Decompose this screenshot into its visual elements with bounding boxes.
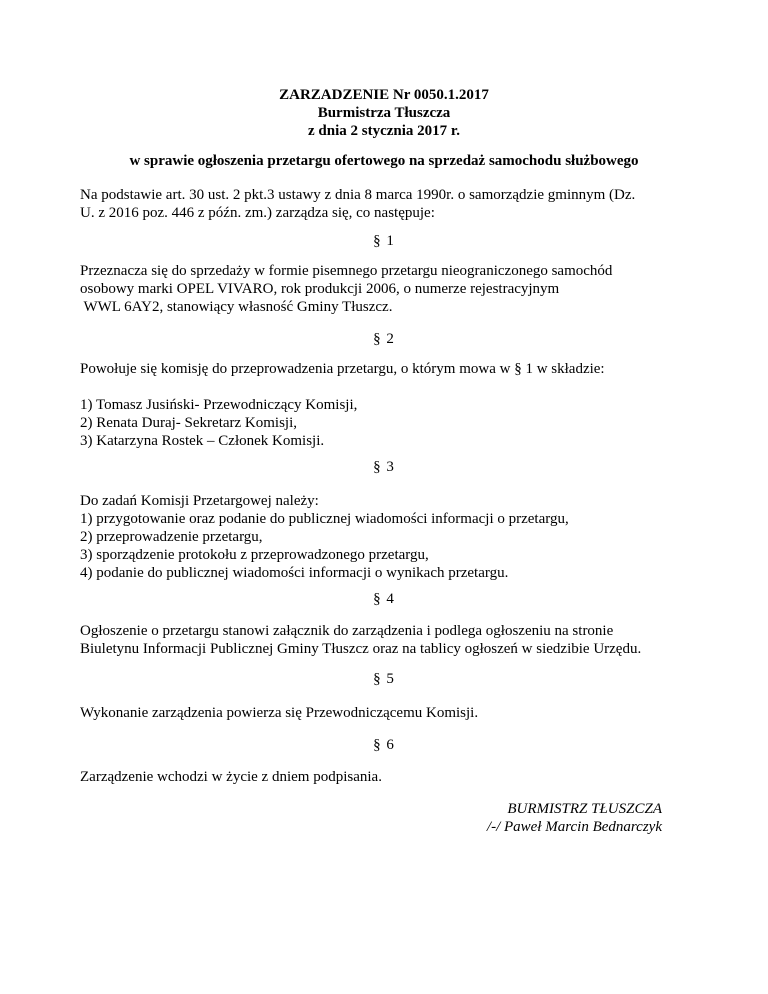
section-5-heading: § 5 (373, 671, 395, 687)
section-line: Powołuje się komisję do przeprowadzenia przetargu, o którym mowa w § 1 w składzie: (80, 361, 605, 377)
section-line: osobowy marki OPEL VIVARO, rok produkcji 2006, o numerze rejestracyjnym (80, 281, 560, 297)
committee-member: 1) Tomasz Jusiński- Przewodniczący Komisji, (80, 397, 358, 413)
section-6-body (80, 768, 700, 786)
ordinance-date: z dnia 2 stycznia 2017 r. (308, 123, 460, 139)
preamble (80, 186, 700, 222)
section-2-body (80, 360, 700, 378)
ordinance-number: ZARZADZENIE Nr 0050.1.2017 (279, 87, 489, 103)
section-line: Przeznacza się do sprzedaży w formie pisemnego przetargu nieograniczonego samochód (80, 263, 613, 279)
section-4-body (80, 622, 700, 658)
preamble-line: Na podstawie art. 30 ust. 2 pkt.3 ustawy z dnia 8 marca 1990r. o samorządzie gminnym (Dz. (80, 187, 636, 203)
section-line: 4) podanie do publicznej wiadomości informacji o wynikach przetargu. (80, 565, 509, 581)
section-line: WWL 6AY2, stanowiący własność Gminy Tłuszcz. (80, 299, 393, 315)
section-line: 3) sporządzenie protokołu z przeprowadzonego przetargu, (80, 547, 429, 563)
section-line: Zarządzenie wchodzi w życie z dniem podpisania. (80, 769, 382, 785)
section-line: 1) przygotowanie oraz podanie do publicznej wiadomości informacji o przetargu, (80, 511, 569, 527)
section-line: Biuletynu Informacji Publicznej Gminy Tłuszcz oraz na tablicy ogłoszeń w siedzibie Urzędu. (80, 641, 642, 657)
section-4-heading: § 4 (373, 591, 395, 607)
section-line: Do zadań Komisji Przetargowej należy: (80, 493, 319, 509)
section-3-heading: § 3 (373, 459, 395, 475)
preamble-line: U. z 2016 poz. 446 z późn. zm.) zarządza się, co następuje: (80, 205, 435, 221)
section-line: 2) przeprowadzenie przetargu, (80, 529, 263, 545)
section-1-body (80, 262, 700, 316)
section-2-heading: § 2 (373, 331, 395, 347)
signature-title: BURMISTRZ TŁUSZCZA (507, 801, 662, 817)
signature-block (487, 800, 662, 836)
section-6-heading: § 6 (373, 737, 395, 753)
section-1-heading: § 1 (373, 233, 395, 249)
section-line: Wykonanie zarządzenia powierza się Przewodniczącemu Komisji. (80, 705, 479, 721)
document-header (0, 86, 768, 140)
signature-name: /-/ Paweł Marcin Bednarczyk (486, 819, 662, 835)
committee-member: 3) Katarzyna Rostek – Członek Komisji. (80, 433, 325, 449)
committee-member: 2) Renata Duraj- Sekretarz Komisji, (80, 415, 298, 431)
section-5-body (80, 704, 700, 722)
section-3-body (80, 492, 700, 582)
committee-list (80, 396, 700, 450)
section-line: Ogłoszenie o przetargu stanowi załącznik do zarządzenia i podlega ogłoszeniu na stronie (80, 623, 614, 639)
document-subject: w sprawie ogłoszenia przetargu ofertowego na sprzedaż samochodu służbowego (129, 153, 639, 169)
ordinance-issuer: Burmistrza Tłuszcza (317, 105, 451, 121)
